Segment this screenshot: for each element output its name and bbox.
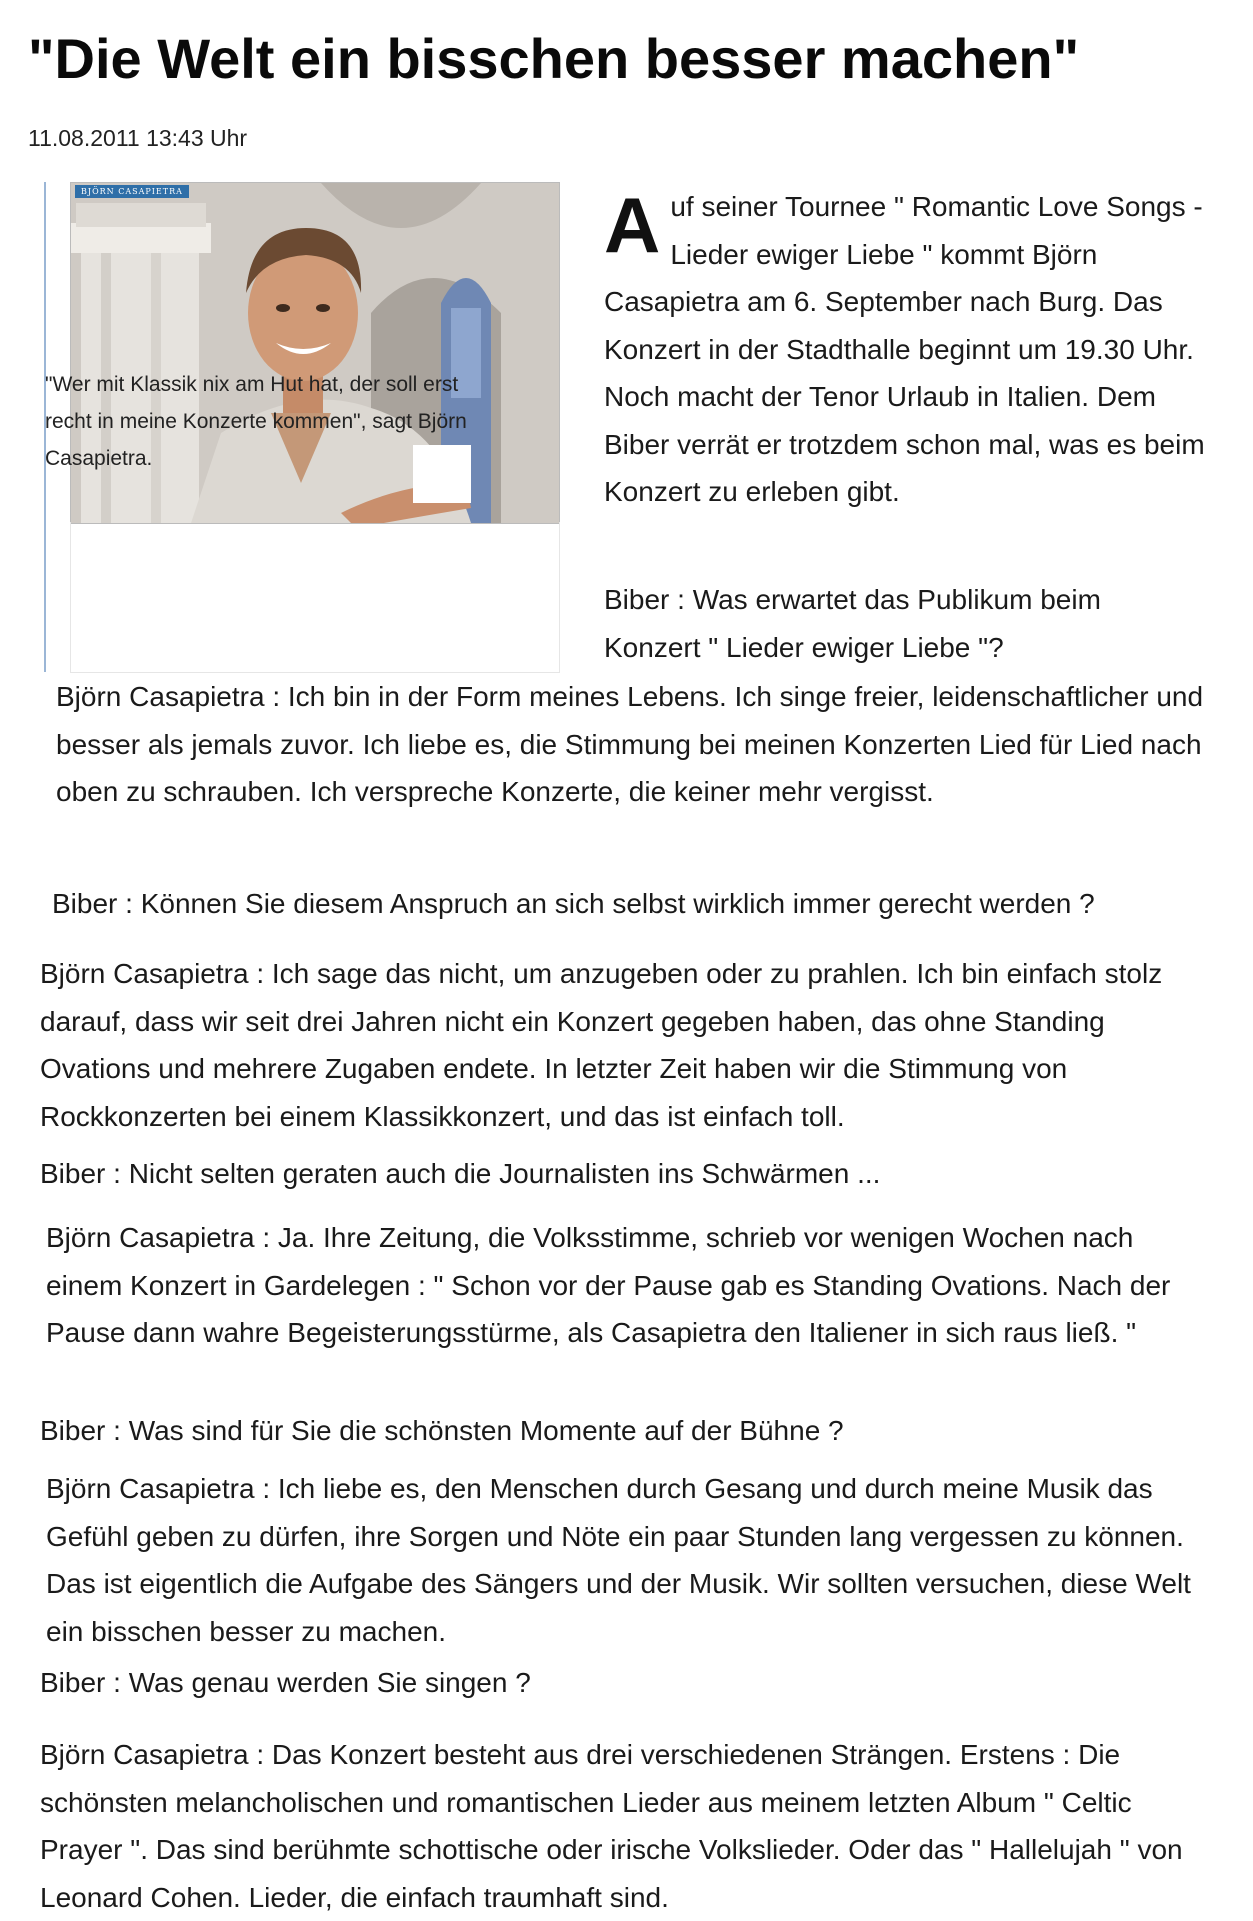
drop-cap: A bbox=[604, 181, 661, 269]
answer-1: Björn Casapietra : Ich bin in der Form meines Lebens. Ich singe freier, leidenschaftlicher und besser als jemals zuvor. Ich liebe es, die Stimmung bei meinen Konzerten Lied für Lied nach oben zu schrauben. Ich verspreche Konzerte, die keiner mehr vergisst. bbox=[56, 681, 1204, 807]
answer-3: Björn Casapietra : Ja. Ihre Zeitung, die Volksstimme, schrieb vor wenigen Wochen nach einem Konzert in Gardelegen : " Schon vor der Pause gab es Standing Ovations. Nach der Pause dann wahre Begeisterungsstürme, als Casapietra den Italiener in sich raus ließ. " bbox=[46, 1222, 1171, 1348]
caption-box bbox=[70, 522, 560, 673]
article-title: "Die Welt ein bisschen besser machen" bbox=[28, 27, 1080, 90]
question-1: Biber : Was erwartet das Publikum beim Konzert " Lieder ewiger Liebe "? bbox=[604, 584, 1101, 663]
question-2: Biber : Können Sie diesem Anspruch an sich selbst wirklich immer gerecht werden ? bbox=[52, 888, 1095, 919]
answer-2: Björn Casapietra : Ich sage das nicht, um anzugeben oder zu prahlen. Ich bin einfach stolz darauf, dass wir seit drei Jahren nicht ein Konzert gegeben haben, das ohne Standing Ovations und mehrere Zugaben endete. In letzter Zeit haben wir die Stimmung von Rockkonzerten bei einem Klassikkonzert, und das ist einfach toll. bbox=[40, 958, 1163, 1132]
photo-caption: "Wer mit Klassik nix am Hut hat, der soll erst recht in meine Konzerte kommen", sagt Björn Casapietra. bbox=[45, 373, 467, 470]
question-3: Biber : Nicht selten geraten auch die Journalisten ins Schwärmen ... bbox=[40, 1158, 881, 1189]
lead-paragraph bbox=[604, 183, 1224, 516]
article-date: 11.08.2011 13:43 Uhr bbox=[28, 125, 248, 151]
answer-4: Björn Casapietra : Ich liebe es, den Menschen durch Gesang und durch meine Musik das Gefühl geben zu dürfen, ihre Sorgen und Nöte ein paar Stunden lang vergessen zu können. Das ist eigentlich die Aufgabe des Sängers und der Musik. Wir sollten versuchen, diese Welt ein bisschen besser zu machen. bbox=[46, 1473, 1191, 1647]
answer-5: Björn Casapietra : Das Konzert besteht aus drei verschiedenen Strängen. Erstens : Die schönsten melancholischen und romantischen Lieder aus meinem letzten Album " Celtic Prayer ". Das sind berühmte schottische oder irische Volkslieder. Oder das " Hallelujah " von Leonard Cohen. Lieder, die einfach traumhaft sind. bbox=[40, 1739, 1183, 1913]
question-5: Biber : Was genau werden Sie singen ? bbox=[40, 1667, 531, 1698]
photo-label: BJÖRN CASAPIETRA bbox=[75, 185, 189, 198]
question-4: Biber : Was sind für Sie die schönsten Momente auf der Bühne ? bbox=[40, 1415, 844, 1446]
lead-text: uf seiner Tournee " Romantic Love Songs - Lieder ewiger Liebe " kommt Björn Casapietra am 6. September nach Burg. Das Konzert in der Stadthalle beginnt um 19.30 Uhr. Noch macht der Tenor Urlaub in Italien. Dem Biber verrät er trotzdem schon mal, was es beim Konzert zu erleben gibt. bbox=[604, 191, 1205, 507]
